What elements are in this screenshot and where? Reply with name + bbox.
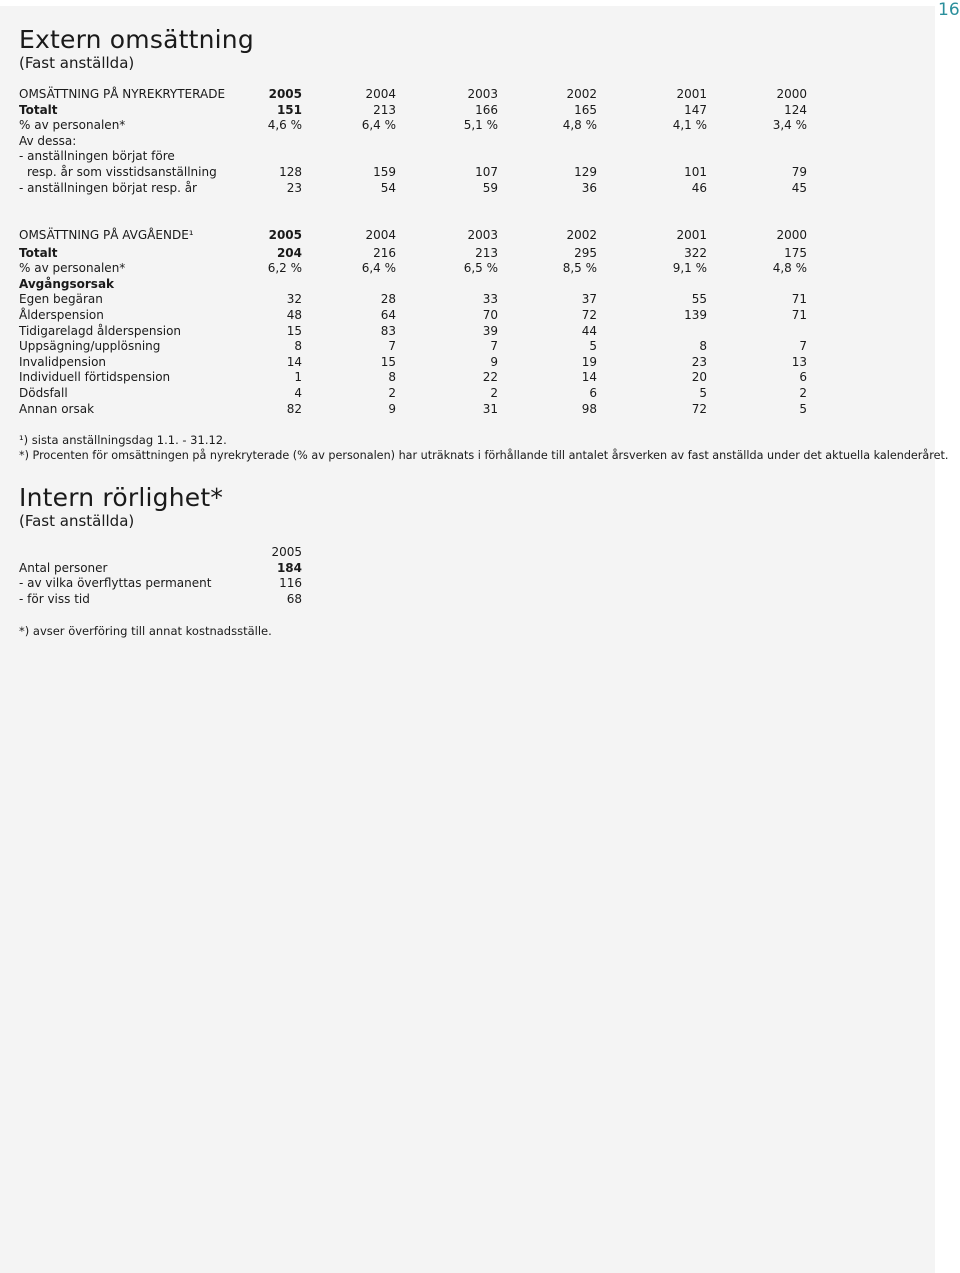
cell: 175: [784, 245, 807, 260]
header-label: OMSÄTTNING PÅ AVGÅENDE¹: [19, 228, 194, 242]
cell: 4: [294, 385, 302, 400]
cell: 5: [799, 401, 807, 416]
cell: 6,4 %: [361, 118, 396, 133]
cell: 147: [684, 102, 707, 117]
table-row: [19, 354, 807, 371]
table-row: [19, 292, 807, 308]
header-year: 2004: [365, 87, 396, 101]
cell: 6,4 %: [361, 261, 396, 276]
table-row: [19, 592, 799, 608]
row-label: Totalt: [19, 245, 58, 260]
cell: 2: [799, 385, 807, 400]
cell: 5: [699, 385, 707, 400]
header-year: 2004: [365, 228, 396, 242]
cell: 9: [490, 354, 498, 369]
cell: 3,4 %: [772, 118, 807, 133]
header-year: 2005: [268, 228, 302, 242]
cell: 101: [684, 164, 707, 179]
cell: 6,2 %: [267, 261, 302, 276]
header-year: 2001: [676, 228, 707, 242]
cell: 322: [684, 245, 707, 260]
cell: 32: [286, 292, 302, 307]
row-label: Invalidpension: [19, 354, 107, 369]
cell: 54: [380, 180, 396, 195]
cell: 165: [574, 102, 597, 117]
table-row: [19, 277, 799, 293]
cell: 5,1 %: [463, 118, 498, 133]
cell: 79: [791, 164, 807, 179]
cell: 2: [490, 385, 498, 400]
table-row: [19, 385, 807, 402]
cell: 83: [380, 323, 396, 338]
cell: 19: [581, 354, 597, 369]
cell: 216: [373, 245, 396, 260]
table-row: [19, 164, 807, 181]
cell: 6,5 %: [463, 261, 498, 276]
row-label: Uppsägning/upplösning: [19, 339, 161, 354]
cell: 28: [380, 292, 396, 307]
table-row: [19, 339, 807, 355]
cell: 33: [482, 292, 498, 307]
row-label: Annan orsak: [19, 401, 95, 416]
cell: 7: [388, 339, 396, 354]
cell: 55: [691, 292, 707, 307]
table-row: [19, 149, 799, 165]
header-year: 2000: [776, 228, 807, 242]
section-subtitle-extern: (Fast anställda): [19, 54, 135, 72]
table-row: [19, 307, 807, 324]
cell: 151: [276, 102, 302, 117]
table-avgaende: [19, 228, 807, 417]
header-year: 2003: [467, 87, 498, 101]
cell: 129: [574, 164, 597, 179]
cell: 4,6 %: [267, 118, 302, 133]
row-label: resp. år som visstidsanställning: [27, 164, 217, 179]
table-row: [19, 261, 807, 277]
cell: 166: [475, 102, 498, 117]
cell: 6: [589, 385, 597, 400]
cell: 82: [286, 401, 302, 416]
cell: 46: [691, 180, 707, 195]
cell: 22: [482, 370, 498, 385]
row-label: Totalt: [19, 102, 58, 117]
row-label: - anställningen börjat före: [19, 149, 175, 164]
cell: 295: [574, 245, 597, 260]
cell: 23: [286, 180, 302, 195]
cell: 8: [294, 339, 302, 354]
cell: 4,8 %: [772, 261, 807, 276]
header-year: 2005: [268, 87, 302, 101]
cell: 39: [482, 323, 498, 338]
section-subtitle-intern: (Fast anställda): [19, 512, 135, 530]
table-header: [19, 228, 807, 244]
footnote-1: ¹) sista anställningsdag 1.1. - 31.12.: [19, 433, 227, 447]
cell: 37: [581, 292, 597, 307]
row-label: Av dessa:: [19, 133, 77, 148]
footnote-2: *) Procenten för omsättningen på nyrekryterade (% av personalen) har uträknats i förhållande till antalet årsverken av fast anställda under det aktuella kalenderåret.: [19, 449, 949, 462]
cell: 72: [581, 307, 597, 322]
table-row: [19, 134, 799, 150]
row-label: Dödsfall: [19, 385, 68, 400]
cell: 4,8 %: [562, 118, 597, 133]
cell: 15: [286, 323, 302, 338]
header-label: OMSÄTTNING PÅ NYREKRYTERADE: [19, 87, 226, 101]
header-year: 2005: [271, 545, 302, 559]
cell: 71: [791, 292, 807, 307]
table-row: [19, 370, 807, 386]
cell: 204: [276, 245, 302, 260]
row-label: Individuell förtidspension: [19, 370, 171, 385]
row-label: Egen begäran: [19, 292, 103, 307]
row-label: % av personalen*: [19, 261, 126, 276]
row-label: Tidigarelagd ålderspension: [19, 323, 182, 338]
table-intern: [19, 545, 799, 607]
cell: 9: [388, 401, 396, 416]
cell: 72: [691, 401, 707, 416]
row-label: Avgångsorsak: [19, 276, 115, 291]
table-row: [19, 576, 799, 592]
table-row: [19, 245, 807, 262]
table-row: [19, 102, 807, 119]
cell: 128: [279, 164, 302, 179]
cell: 20: [691, 370, 707, 385]
cell: 59: [482, 180, 498, 195]
cell: 8,5 %: [562, 261, 597, 276]
cell: 14: [286, 354, 302, 369]
cell: 70: [482, 307, 498, 322]
cell: 45: [791, 180, 807, 195]
cell: 68: [286, 591, 302, 606]
section-title-extern: Extern omsättning: [19, 25, 254, 54]
cell: 9,1 %: [672, 261, 707, 276]
table-row: [19, 561, 799, 577]
header-year: 2000: [776, 87, 807, 101]
page-number: 16: [938, 0, 960, 20]
cell: 139: [684, 307, 707, 322]
cell: 48: [286, 307, 302, 322]
row-label: - anställningen börjat resp. år: [19, 180, 197, 195]
cell: 213: [475, 245, 498, 260]
cell: 184: [276, 560, 302, 575]
cell: 159: [373, 164, 396, 179]
table-row: [19, 324, 799, 340]
cell: 1: [294, 370, 302, 385]
cell: 23: [691, 354, 707, 369]
cell: 64: [380, 307, 396, 322]
header-year: 2003: [467, 228, 498, 242]
footnote-intern: *) avser överföring till annat kostnadsställe.: [19, 624, 272, 638]
cell: 14: [581, 370, 597, 385]
table-nyrekryterade: [19, 87, 807, 196]
cell: 6: [799, 370, 807, 385]
table-row: [19, 118, 807, 134]
cell: 7: [490, 339, 498, 354]
table-row: [19, 401, 807, 418]
cell: 8: [388, 370, 396, 385]
table-header: [19, 545, 799, 561]
row-label: - för viss tid: [19, 591, 90, 606]
table-row: [19, 180, 807, 197]
cell: 13: [791, 354, 807, 369]
row-label: % av personalen*: [19, 118, 126, 133]
cell: 4,1 %: [672, 118, 707, 133]
cell: 15: [380, 354, 396, 369]
table-header: [19, 87, 807, 103]
row-label: Ålderspension: [19, 307, 104, 322]
cell: 124: [784, 102, 807, 117]
cell: 44: [581, 323, 597, 338]
header-year: 2002: [566, 228, 597, 242]
cell: 98: [581, 401, 597, 416]
header-year: 2002: [566, 87, 597, 101]
cell: 213: [373, 102, 396, 117]
cell: 31: [482, 401, 498, 416]
section-title-intern: Intern rörlighet*: [19, 483, 224, 512]
cell: 5: [589, 339, 597, 354]
cell: 71: [791, 307, 807, 322]
cell: 107: [475, 164, 498, 179]
cell: 36: [581, 180, 597, 195]
cell: 2: [388, 385, 396, 400]
row-label: Antal personer: [19, 560, 108, 575]
cell: 8: [699, 339, 707, 354]
row-label: - av vilka överflyttas permanent: [19, 576, 212, 591]
header-year: 2001: [676, 87, 707, 101]
cell: 116: [279, 576, 302, 591]
cell: 7: [799, 339, 807, 354]
